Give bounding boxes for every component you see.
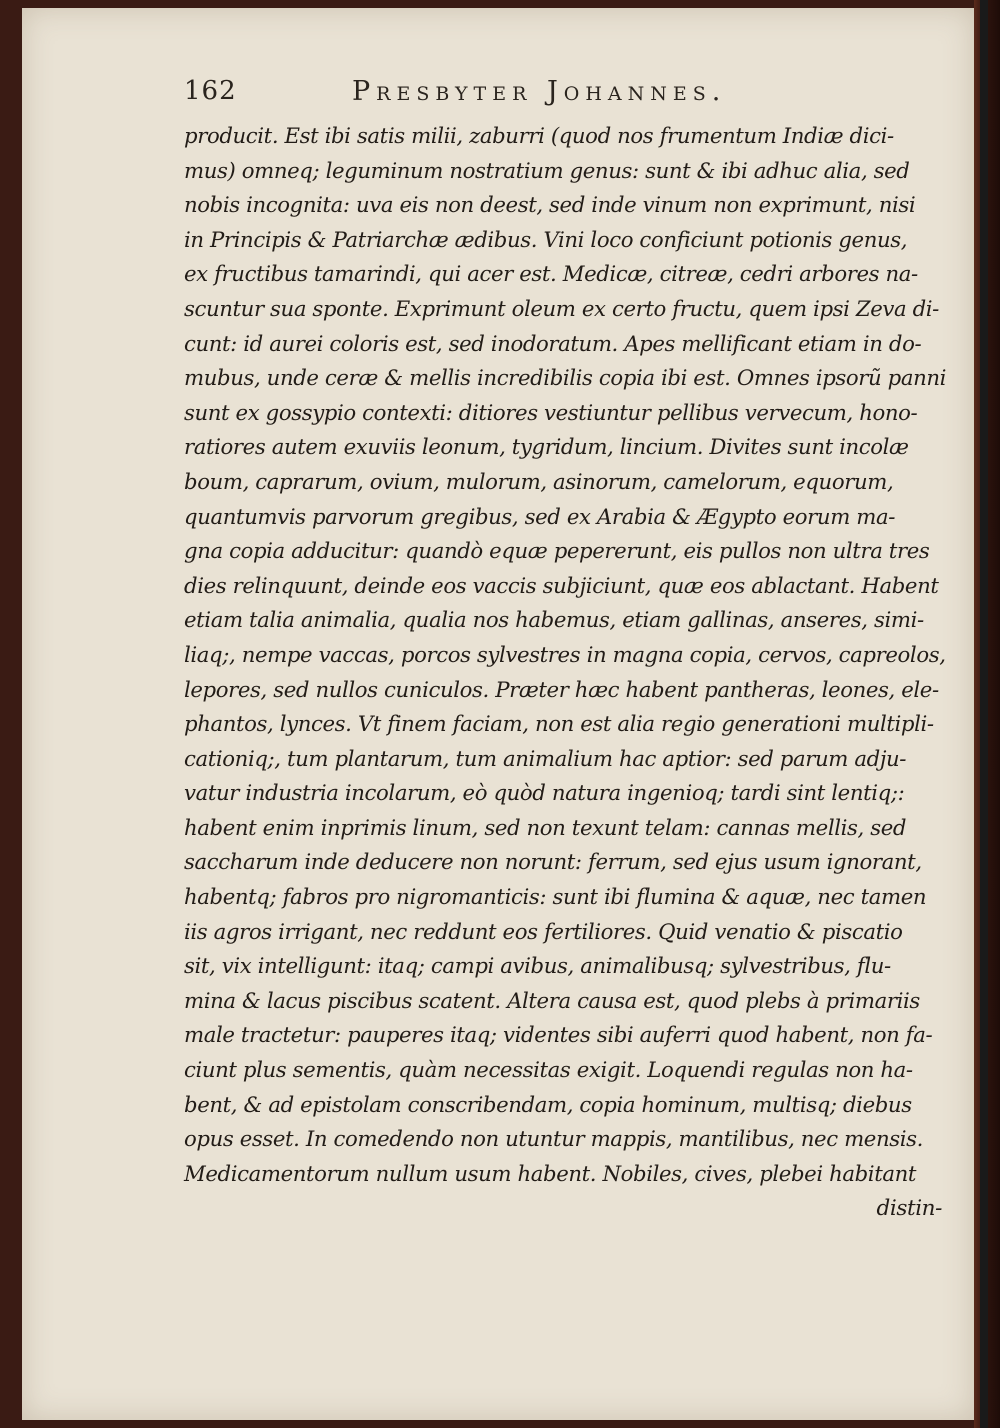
text-line: producit. Est ibi satis milii, zaburri (quod nos frumentum Indiæ dici- bbox=[184, 124, 894, 149]
text-line: saccharum inde deducere non norunt: ferrum, sed ejus usum ignorant, bbox=[184, 850, 922, 876]
text-line: liaq;, nempe vaccas, porcos sylvestres in magna copia, cervos, capreolos, bbox=[184, 642, 946, 668]
text-line: male tractetur: pauperes itaq; videntes sibi auferri quod habent, non fa- bbox=[184, 1023, 933, 1049]
running-head: Presbyter Johannes. bbox=[352, 76, 727, 107]
text-line: quantumvis parvorum gregibus, sed ex Arabia & Ægypto eorum ma- bbox=[184, 504, 896, 530]
text-line: iis agros irrigant, nec reddunt eos fertiliores. Quid venatio & piscatio bbox=[184, 919, 903, 945]
text-line: mubus, unde ceræ & mellis incredibilis copia ibi est. Omnes ipsorũ panni bbox=[184, 366, 947, 392]
text-line: lepores, sed nullos cuniculos. Præter hæc habent pantheras, leones, ele- bbox=[184, 677, 939, 703]
page-number: 162 bbox=[184, 76, 237, 106]
text-line: ex fructibus tamarindi, qui acer est. Medicæ, citreæ, cedri arbores na- bbox=[184, 262, 918, 288]
text-line: habent enim inprimis linum, sed non texunt telam: cannas mellis, sed bbox=[184, 815, 907, 841]
scanner-edge-bar bbox=[980, 0, 988, 1428]
text-line: gna copia adducitur: quandò equæ pepererunt, eis pullos non ultra tres bbox=[184, 539, 930, 565]
text-line: nobis incognita: uva eis non deest, sed inde vinum non exprimunt, nisi bbox=[184, 193, 916, 219]
text-line: scuntur sua sponte. Exprimunt oleum ex certo fructu, quem ipsi Zeva di- bbox=[184, 296, 939, 322]
text-line: opus esset. In comedendo non utuntur mappis, mantilibus, nec mensis. bbox=[184, 1127, 923, 1153]
text-line: mus) omneq; leguminum nostratium genus: sunt & ibi adhuc alia, sed bbox=[184, 158, 910, 184]
text-line: ratiores autem exuviis leonum, tygridum, lincium. Divites sunt incolæ bbox=[184, 435, 909, 461]
text-line: sunt ex gossypio contexti: ditiores vestiuntur pellibus vervecum, hono- bbox=[184, 400, 918, 426]
text-line: in Principis & Patriarchæ ædibus. Vini loco conficiunt potionis genus, bbox=[184, 227, 908, 253]
text-line: cationiq;, tum plantarum, tum animalium hac aptior: sed parum adju- bbox=[184, 746, 907, 772]
body-text bbox=[184, 120, 964, 1227]
text-line: ciunt plus sementis, quàm necessitas exigit. Loquendi regulas non ha- bbox=[184, 1058, 913, 1084]
text-line: boum, caprarum, ovium, mulorum, asinorum, camelorum, equorum, bbox=[184, 469, 894, 495]
text-line: Medicamentorum nullum usum habent. Nobiles, cives, plebei habitant bbox=[184, 1161, 917, 1187]
text-line: dies relinquunt, deinde eos vaccis subjiciunt, quæ eos ablactant. Habent bbox=[184, 573, 939, 599]
text-line: vatur industria incolarum, eò quòd natura ingenioq; tardi sint lentiq;: bbox=[184, 781, 905, 807]
catchword: distin- bbox=[876, 1196, 942, 1222]
text-line: phantos, lynces. Vt finem faciam, non est alia regio generationi multipli- bbox=[184, 712, 934, 738]
text-line: cunt: id aurei coloris est, sed inodoratum. Apes mellificant etiam in do- bbox=[184, 331, 922, 357]
page-header bbox=[160, 76, 800, 116]
text-line: habentq; fabros pro nigromanticis: sunt ibi flumina & aquæ, nec tamen bbox=[184, 885, 927, 911]
text-line: bent, & ad epistolam conscribendam, copia hominum, multisq; diebus bbox=[184, 1092, 912, 1118]
text-line: etiam talia animalia, qualia nos habemus, etiam gallinas, anseres, simi- bbox=[184, 608, 924, 634]
text-line: sit, vix intelligunt: itaq; campi avibus, animalibusq; sylvestribus, flu- bbox=[184, 954, 891, 980]
text-line: mina & lacus piscibus scatent. Altera causa est, quod plebs à primariis bbox=[184, 988, 920, 1014]
